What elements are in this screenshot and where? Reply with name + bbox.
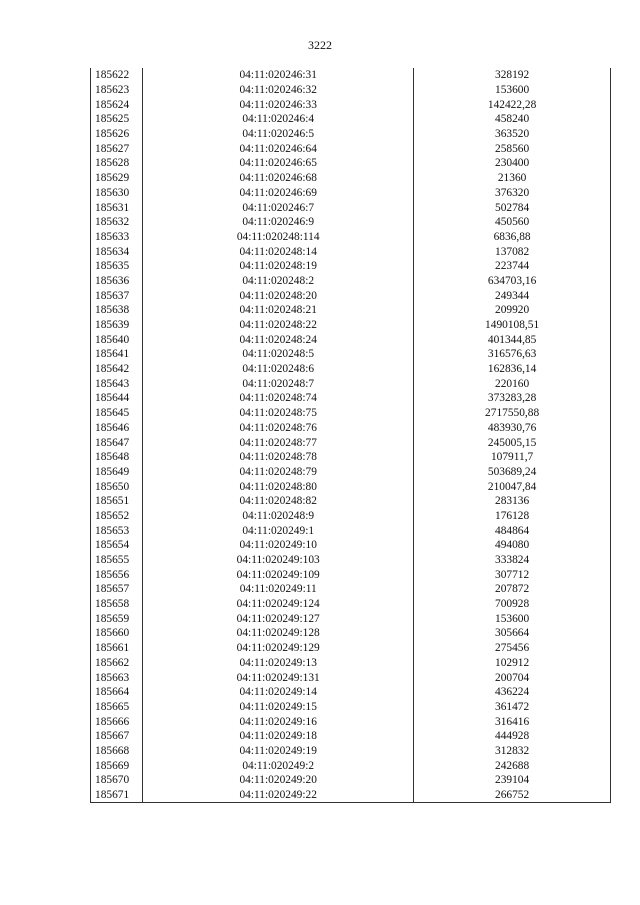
value-cell: 230400 xyxy=(414,156,611,171)
value-cell: 436224 xyxy=(414,685,611,700)
table-row xyxy=(91,112,611,127)
cadastral-number-cell: 04:11:020249:13 xyxy=(143,656,414,671)
cadastral-number-cell: 04:11:020248:2 xyxy=(143,274,414,289)
table-row xyxy=(91,656,611,671)
row-number-cell: 185657 xyxy=(91,582,143,597)
value-cell: 283136 xyxy=(414,494,611,509)
row-number-cell: 185649 xyxy=(91,465,143,480)
row-number-cell: 185626 xyxy=(91,127,143,142)
row-number-cell: 185650 xyxy=(91,479,143,494)
table-row xyxy=(91,773,611,788)
value-cell: 21360 xyxy=(414,171,611,186)
cadastral-number-cell: 04:11:020248:76 xyxy=(143,421,414,436)
table-row xyxy=(91,288,611,303)
table-row xyxy=(91,406,611,421)
cadastral-number-cell: 04:11:020249:10 xyxy=(143,538,414,553)
row-number-cell: 185647 xyxy=(91,435,143,450)
row-number-cell: 185643 xyxy=(91,376,143,391)
value-cell: 162836,14 xyxy=(414,362,611,377)
table-row xyxy=(91,611,611,626)
cadastral-value-table xyxy=(90,68,611,803)
table-row xyxy=(91,68,611,83)
value-cell: 242688 xyxy=(414,758,611,773)
cadastral-number-cell: 04:11:020246:65 xyxy=(143,156,414,171)
value-cell: 142422,28 xyxy=(414,97,611,112)
table-row xyxy=(91,332,611,347)
table-row xyxy=(91,700,611,715)
value-cell: 210047,84 xyxy=(414,479,611,494)
row-number-cell: 185634 xyxy=(91,244,143,259)
row-number-cell: 185629 xyxy=(91,171,143,186)
row-number-cell: 185655 xyxy=(91,553,143,568)
table-row xyxy=(91,553,611,568)
value-cell: 153600 xyxy=(414,83,611,98)
value-cell: 458240 xyxy=(414,112,611,127)
table-row xyxy=(91,156,611,171)
cadastral-number-cell: 04:11:020249:16 xyxy=(143,714,414,729)
cadastral-number-cell: 04:11:020249:131 xyxy=(143,670,414,685)
row-number-cell: 185666 xyxy=(91,714,143,729)
value-cell: 153600 xyxy=(414,611,611,626)
value-cell: 363520 xyxy=(414,127,611,142)
table-row xyxy=(91,685,611,700)
table-row xyxy=(91,259,611,274)
table-row xyxy=(91,186,611,201)
table-row xyxy=(91,347,611,362)
row-number-cell: 185622 xyxy=(91,68,143,83)
row-number-cell: 185627 xyxy=(91,141,143,156)
row-number-cell: 185663 xyxy=(91,670,143,685)
row-number-cell: 185625 xyxy=(91,112,143,127)
table-row xyxy=(91,509,611,524)
row-number-cell: 185631 xyxy=(91,200,143,215)
cadastral-number-cell: 04:11:020246:33 xyxy=(143,97,414,112)
table-row xyxy=(91,479,611,494)
cadastral-number-cell: 04:11:020249:15 xyxy=(143,700,414,715)
table-row xyxy=(91,641,611,656)
row-number-cell: 185635 xyxy=(91,259,143,274)
table-row xyxy=(91,538,611,553)
value-cell: 376320 xyxy=(414,186,611,201)
table-row xyxy=(91,391,611,406)
table-row xyxy=(91,274,611,289)
cadastral-number-cell: 04:11:020249:129 xyxy=(143,641,414,656)
cadastral-number-cell: 04:11:020248:19 xyxy=(143,259,414,274)
row-number-cell: 185645 xyxy=(91,406,143,421)
cadastral-number-cell: 04:11:020248:24 xyxy=(143,332,414,347)
cadastral-number-cell: 04:11:020246:9 xyxy=(143,215,414,230)
value-cell: 6836,88 xyxy=(414,230,611,245)
cadastral-number-cell: 04:11:020248:9 xyxy=(143,509,414,524)
table-row xyxy=(91,215,611,230)
value-cell: 494080 xyxy=(414,538,611,553)
value-cell: 444928 xyxy=(414,729,611,744)
cadastral-number-cell: 04:11:020246:68 xyxy=(143,171,414,186)
cadastral-number-cell: 04:11:020248:114 xyxy=(143,230,414,245)
page-number: 3222 xyxy=(308,38,332,52)
cadastral-number-cell: 04:11:020248:14 xyxy=(143,244,414,259)
value-cell: 307712 xyxy=(414,567,611,582)
table-row xyxy=(91,171,611,186)
row-number-cell: 185637 xyxy=(91,288,143,303)
cadastral-number-cell: 04:11:020248:6 xyxy=(143,362,414,377)
cadastral-number-cell: 04:11:020248:77 xyxy=(143,435,414,450)
cadastral-number-cell: 04:11:020249:22 xyxy=(143,788,414,803)
row-number-cell: 185636 xyxy=(91,274,143,289)
row-number-cell: 185668 xyxy=(91,744,143,759)
row-number-cell: 185633 xyxy=(91,230,143,245)
cadastral-number-cell: 04:11:020249:20 xyxy=(143,773,414,788)
cadastral-number-cell: 04:11:020248:22 xyxy=(143,318,414,333)
value-cell: 207872 xyxy=(414,582,611,597)
table-row xyxy=(91,141,611,156)
value-cell: 361472 xyxy=(414,700,611,715)
table-row xyxy=(91,788,611,803)
value-cell: 176128 xyxy=(414,509,611,524)
row-number-cell: 185632 xyxy=(91,215,143,230)
cadastral-number-cell: 04:11:020246:4 xyxy=(143,112,414,127)
row-number-cell: 185656 xyxy=(91,567,143,582)
table-row xyxy=(91,714,611,729)
value-cell: 266752 xyxy=(414,788,611,803)
row-number-cell: 185669 xyxy=(91,758,143,773)
row-number-cell: 185654 xyxy=(91,538,143,553)
cadastral-number-cell: 04:11:020249:11 xyxy=(143,582,414,597)
cadastral-number-cell: 04:11:020248:7 xyxy=(143,376,414,391)
cadastral-number-cell: 04:11:020248:20 xyxy=(143,288,414,303)
cadastral-number-cell: 04:11:020249:103 xyxy=(143,553,414,568)
cadastral-number-cell: 04:11:020246:69 xyxy=(143,186,414,201)
value-cell: 275456 xyxy=(414,641,611,656)
row-number-cell: 185667 xyxy=(91,729,143,744)
table-row xyxy=(91,626,611,641)
cadastral-number-cell: 04:11:020248:80 xyxy=(143,479,414,494)
row-number-cell: 185664 xyxy=(91,685,143,700)
value-cell: 373283,28 xyxy=(414,391,611,406)
cadastral-number-cell: 04:11:020246:7 xyxy=(143,200,414,215)
table-row xyxy=(91,597,611,612)
value-cell: 328192 xyxy=(414,68,611,83)
value-cell: 484864 xyxy=(414,523,611,538)
value-cell: 450560 xyxy=(414,215,611,230)
row-number-cell: 185653 xyxy=(91,523,143,538)
row-number-cell: 185662 xyxy=(91,656,143,671)
value-cell: 107911,7 xyxy=(414,450,611,465)
table-row xyxy=(91,670,611,685)
cadastral-number-cell: 04:11:020246:32 xyxy=(143,83,414,98)
row-number-cell: 185665 xyxy=(91,700,143,715)
value-cell: 223744 xyxy=(414,259,611,274)
value-cell: 401344,85 xyxy=(414,332,611,347)
table-row xyxy=(91,421,611,436)
cadastral-number-cell: 04:11:020246:64 xyxy=(143,141,414,156)
row-number-cell: 185639 xyxy=(91,318,143,333)
value-cell: 2717550,88 xyxy=(414,406,611,421)
value-cell: 305664 xyxy=(414,626,611,641)
row-number-cell: 185670 xyxy=(91,773,143,788)
cadastral-number-cell: 04:11:020248:82 xyxy=(143,494,414,509)
cadastral-number-cell: 04:11:020248:74 xyxy=(143,391,414,406)
value-cell: 700928 xyxy=(414,597,611,612)
value-cell: 333824 xyxy=(414,553,611,568)
row-number-cell: 185658 xyxy=(91,597,143,612)
table-row xyxy=(91,758,611,773)
row-number-cell: 185671 xyxy=(91,788,143,803)
value-cell: 502784 xyxy=(414,200,611,215)
value-cell: 1490108,51 xyxy=(414,318,611,333)
value-cell: 209920 xyxy=(414,303,611,318)
row-number-cell: 185660 xyxy=(91,626,143,641)
cadastral-number-cell: 04:11:020246:31 xyxy=(143,68,414,83)
table-row xyxy=(91,97,611,112)
value-cell: 316576,63 xyxy=(414,347,611,362)
cadastral-number-cell: 04:11:020249:2 xyxy=(143,758,414,773)
row-number-cell: 185641 xyxy=(91,347,143,362)
row-number-cell: 185623 xyxy=(91,83,143,98)
cadastral-number-cell: 04:11:020249:14 xyxy=(143,685,414,700)
row-number-cell: 185630 xyxy=(91,186,143,201)
table-row xyxy=(91,435,611,450)
table-row xyxy=(91,362,611,377)
table-row xyxy=(91,582,611,597)
table-row xyxy=(91,567,611,582)
row-number-cell: 185651 xyxy=(91,494,143,509)
table-row xyxy=(91,450,611,465)
value-cell: 503689,24 xyxy=(414,465,611,480)
value-cell: 137082 xyxy=(414,244,611,259)
table-row xyxy=(91,376,611,391)
table-row xyxy=(91,244,611,259)
cadastral-number-cell: 04:11:020249:128 xyxy=(143,626,414,641)
row-number-cell: 185644 xyxy=(91,391,143,406)
table-row xyxy=(91,83,611,98)
value-cell: 200704 xyxy=(414,670,611,685)
table-row xyxy=(91,318,611,333)
cadastral-number-cell: 04:11:020249:18 xyxy=(143,729,414,744)
cadastral-number-cell: 04:11:020249:19 xyxy=(143,744,414,759)
row-number-cell: 185652 xyxy=(91,509,143,524)
table-row xyxy=(91,230,611,245)
value-cell: 249344 xyxy=(414,288,611,303)
cadastral-number-cell: 04:11:020248:5 xyxy=(143,347,414,362)
row-number-cell: 185646 xyxy=(91,421,143,436)
cadastral-number-cell: 04:11:020248:21 xyxy=(143,303,414,318)
value-cell: 220160 xyxy=(414,376,611,391)
cadastral-number-cell: 04:11:020246:5 xyxy=(143,127,414,142)
cadastral-number-cell: 04:11:020249:124 xyxy=(143,597,414,612)
cadastral-number-cell: 04:11:020248:75 xyxy=(143,406,414,421)
table-row xyxy=(91,127,611,142)
value-cell: 316416 xyxy=(414,714,611,729)
row-number-cell: 185659 xyxy=(91,611,143,626)
row-number-cell: 185640 xyxy=(91,332,143,347)
value-cell: 245005,15 xyxy=(414,435,611,450)
row-number-cell: 185661 xyxy=(91,641,143,656)
table-row xyxy=(91,523,611,538)
table-row xyxy=(91,729,611,744)
table-body xyxy=(91,68,611,803)
cadastral-number-cell: 04:11:020249:1 xyxy=(143,523,414,538)
row-number-cell: 185628 xyxy=(91,156,143,171)
cadastral-number-cell: 04:11:020248:78 xyxy=(143,450,414,465)
row-number-cell: 185648 xyxy=(91,450,143,465)
row-number-cell: 185642 xyxy=(91,362,143,377)
row-number-cell: 185638 xyxy=(91,303,143,318)
table-row xyxy=(91,303,611,318)
table-row xyxy=(91,744,611,759)
cadastral-number-cell: 04:11:020249:109 xyxy=(143,567,414,582)
cadastral-number-cell: 04:11:020249:127 xyxy=(143,611,414,626)
table-row xyxy=(91,494,611,509)
table-row xyxy=(91,465,611,480)
value-cell: 239104 xyxy=(414,773,611,788)
cadastral-number-cell: 04:11:020248:79 xyxy=(143,465,414,480)
value-cell: 634703,16 xyxy=(414,274,611,289)
value-cell: 483930,76 xyxy=(414,421,611,436)
table-row xyxy=(91,200,611,215)
value-cell: 258560 xyxy=(414,141,611,156)
row-number-cell: 185624 xyxy=(91,97,143,112)
value-cell: 102912 xyxy=(414,656,611,671)
value-cell: 312832 xyxy=(414,744,611,759)
